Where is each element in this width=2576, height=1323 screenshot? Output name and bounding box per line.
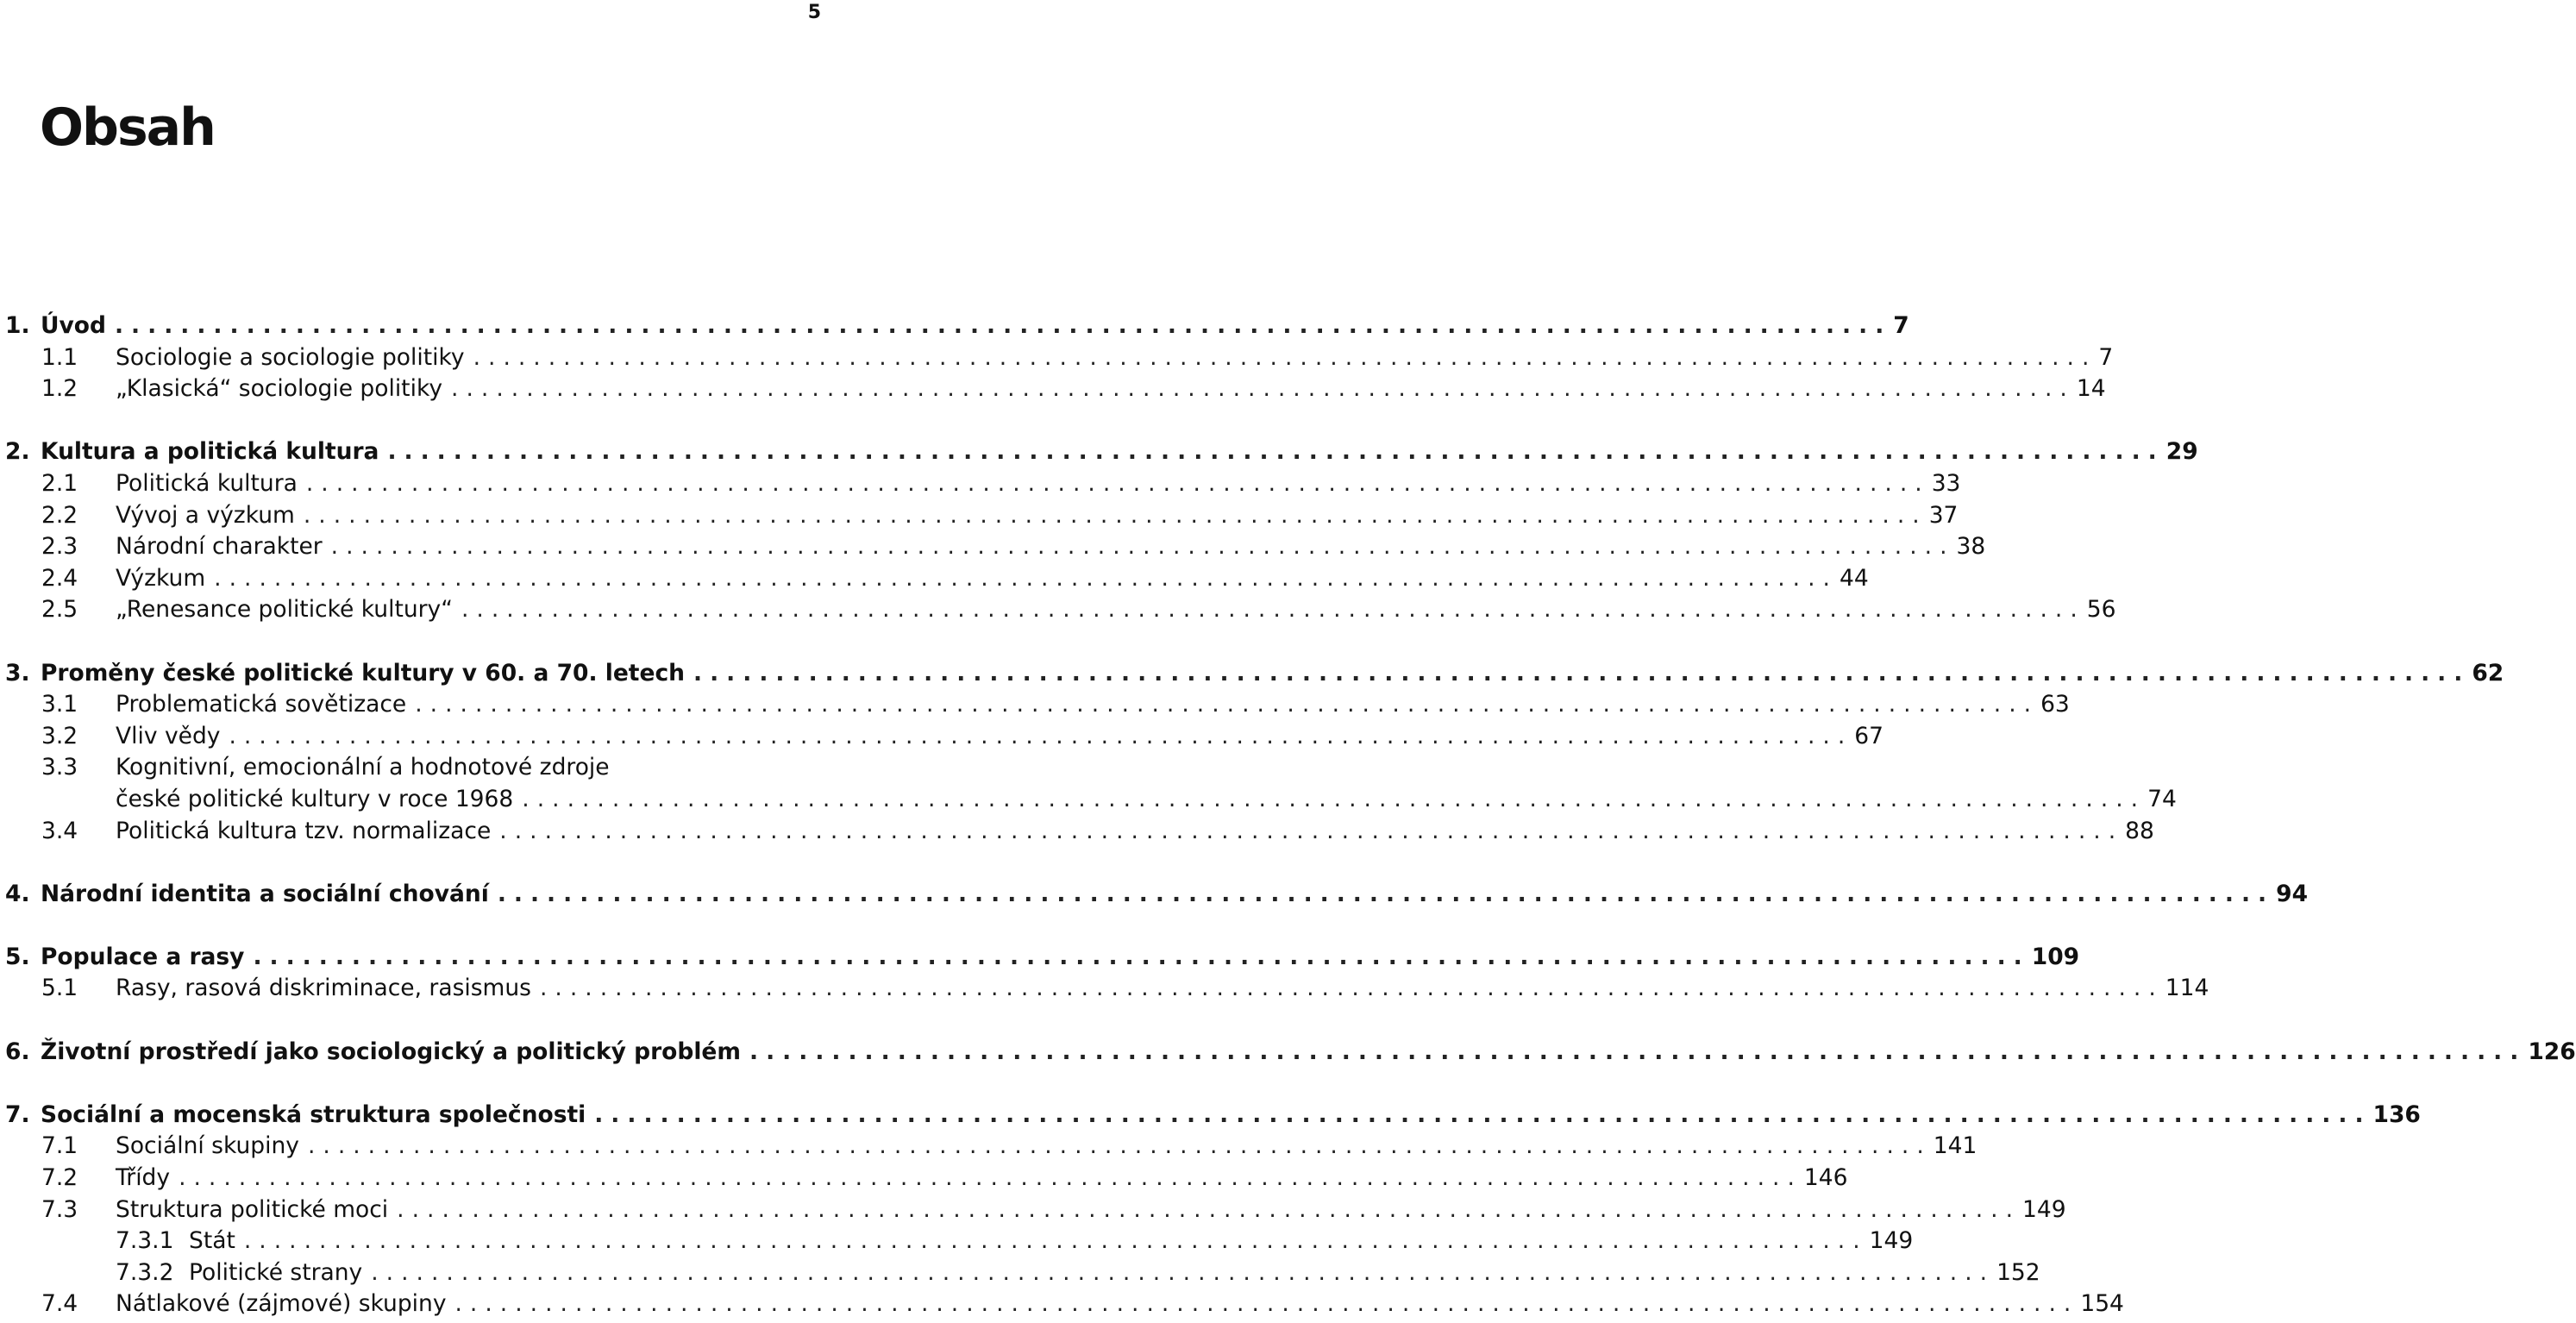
toc-number: 1. <box>5 312 30 339</box>
toc-page: 114 <box>2165 975 2209 1002</box>
dot-leader: ............................................................................................................ <box>594 1100 2372 1128</box>
toc-page: 37 <box>1928 501 1959 529</box>
dot-leader: ............................................................................................................ <box>461 596 2085 624</box>
toc-number: 1.2 <box>41 375 78 403</box>
toc-number: 2. <box>5 438 30 466</box>
toc-section-1-2[interactable] <box>5 373 2106 405</box>
toc-number: 2.3 <box>41 533 78 561</box>
toc-chapter-1[interactable] <box>5 310 1909 342</box>
toc-number: 7.4 <box>41 1290 78 1318</box>
toc-number: 3.2 <box>41 722 78 749</box>
toc-section-7-1[interactable] <box>5 1131 1977 1163</box>
toc-number: 7.3.2 <box>116 1258 174 1286</box>
toc-chapter-5[interactable] <box>5 942 2080 974</box>
table-of-contents <box>5 310 2576 1320</box>
toc-number: 3.1 <box>41 691 78 718</box>
dot-leader: ............................................................................................................ <box>179 1164 1802 1192</box>
toc-title: Kultura a politická kultura <box>41 438 379 466</box>
dot-leader: ............................................................................................................ <box>114 312 1892 339</box>
toc-title: Sociální skupiny <box>116 1132 299 1160</box>
toc-number: 2.2 <box>41 501 78 529</box>
toc-page: 88 <box>2125 817 2154 844</box>
toc-number: 7. <box>5 1100 30 1128</box>
toc-number: 2.5 <box>41 596 78 624</box>
toc-title: Sociologie a sociologie politiky <box>116 343 465 371</box>
toc-page: 141 <box>1933 1132 1977 1160</box>
toc-page: 56 <box>2086 596 2116 624</box>
toc-title-line-1: Kognitivní, emocionální a hodnotové zdroje <box>116 754 610 781</box>
dot-leader: ............................................................................................................ <box>214 564 1838 592</box>
toc-chapter-3[interactable] <box>5 658 2504 690</box>
toc-title: Třídy <box>116 1164 171 1192</box>
toc-section-2-2[interactable] <box>5 500 1959 532</box>
toc-page: 44 <box>1839 564 1869 592</box>
toc-section-7-2[interactable] <box>5 1163 1848 1194</box>
dot-leader: ............................................................................................................ <box>253 943 2030 970</box>
dot-leader: ............................................................................................................ <box>305 469 1930 497</box>
toc-number: 1.1 <box>41 343 78 371</box>
toc-chapter-6[interactable] <box>5 1037 2576 1069</box>
toc-section-3-1[interactable] <box>5 689 2070 721</box>
toc-chapter-2[interactable] <box>5 436 2198 468</box>
toc-number: 7.3.1 <box>116 1227 174 1255</box>
toc-section-3-3[interactable] <box>5 752 823 784</box>
toc-title: „Renesance politické kultury“ <box>116 596 453 624</box>
toc-section-7-3[interactable] <box>5 1194 2066 1226</box>
toc-title: Politické strany <box>189 1258 363 1286</box>
toc-title: Sociální a mocenská struktura společnosti <box>41 1100 586 1128</box>
toc-number: 6. <box>5 1038 30 1065</box>
toc-title: Vývoj a výzkum <box>116 501 295 529</box>
dot-leader: ............................................................................................................ <box>243 1227 1868 1255</box>
toc-page: 63 <box>2040 691 2070 718</box>
toc-page: 149 <box>1869 1227 1914 1255</box>
toc-number: 7.2 <box>41 1164 78 1192</box>
toc-number: 5. <box>5 943 30 970</box>
toc-page: 149 <box>2022 1195 2066 1223</box>
toc-page: 7 <box>1893 312 1909 339</box>
toc-number: 3.4 <box>41 817 78 844</box>
toc-page: 33 <box>1931 469 1961 497</box>
toc-number: 4. <box>5 880 30 907</box>
toc-page: 146 <box>1803 1164 1848 1192</box>
dot-leader: ............................................................................................................ <box>693 659 2471 687</box>
toc-page: 7 <box>2098 343 2114 371</box>
toc-chapter-4[interactable] <box>5 879 2309 911</box>
toc-page: 62 <box>2472 659 2504 687</box>
dot-leader: ............................................................................................................ <box>303 501 1927 529</box>
toc-section-3-4[interactable] <box>5 816 2154 848</box>
dot-leader: ............................................................................................................ <box>387 438 2165 466</box>
dot-leader: ............................................................................................................ <box>454 1290 2079 1318</box>
toc-section-2-3[interactable] <box>5 531 1986 563</box>
toc-title: Životní prostředí jako sociologický a politický problém <box>41 1038 742 1065</box>
toc-title: Národní charakter <box>116 533 323 561</box>
dot-leader: ............................................................................................................ <box>499 817 2124 844</box>
dot-leader: ............................................................................................................ <box>749 1038 2527 1065</box>
page-number: 5 <box>807 2 821 23</box>
toc-title: Problematická sovětizace <box>116 691 407 718</box>
toc-section-2-4[interactable] <box>5 563 1869 595</box>
dot-leader: ............................................................................................................ <box>415 691 2040 718</box>
dot-leader: ............................................................................................................ <box>371 1258 1996 1286</box>
toc-page: 136 <box>2372 1100 2421 1128</box>
page-title: Obsah <box>40 97 215 158</box>
toc-title: Stát <box>189 1227 235 1255</box>
toc-title: Politická kultura tzv. normalizace <box>116 817 492 844</box>
toc-title: Úvod <box>41 312 106 339</box>
toc-page: 29 <box>2165 438 2198 466</box>
dot-leader: ............................................................................................................ <box>451 375 2075 403</box>
dot-leader: ............................................................................................................ <box>497 880 2275 907</box>
toc-page: 14 <box>2076 375 2106 403</box>
toc-section-1-1[interactable] <box>5 342 2114 374</box>
toc-section-7-4[interactable] <box>5 1289 2124 1320</box>
toc-title: „Klasická“ sociologie politiky <box>116 375 443 403</box>
toc-number: 2.4 <box>41 564 78 592</box>
toc-subsection-7-3-1[interactable] <box>5 1226 1914 1257</box>
toc-page: 67 <box>1854 722 1884 749</box>
toc-number: 3. <box>5 659 30 687</box>
dot-leader: ............................................................................................................ <box>330 533 1955 561</box>
toc-page: 74 <box>2147 785 2177 812</box>
toc-title: Struktura politické moci <box>116 1195 389 1223</box>
toc-section-2-5[interactable] <box>5 594 2116 626</box>
toc-title: Výzkum <box>116 564 206 592</box>
toc-title: Proměny české politické kultury v 60. a 70. letech <box>41 659 686 687</box>
toc-title: Národní identita a sociální chování <box>41 880 489 907</box>
toc-number: 2.1 <box>41 469 78 497</box>
dot-leader: ............................................................................................................ <box>229 722 1853 749</box>
toc-page: 152 <box>1996 1258 2040 1286</box>
toc-section-3-2[interactable] <box>5 721 1884 753</box>
toc-section-2-1[interactable] <box>5 468 1961 500</box>
dot-leader: ............................................................................................................ <box>307 1132 1932 1160</box>
toc-page: 126 <box>2528 1038 2576 1065</box>
toc-page: 38 <box>1956 533 1986 561</box>
toc-section-5-1[interactable] <box>5 973 2209 1005</box>
dot-leader: ............................................................................................................ <box>522 785 2147 812</box>
toc-page: 154 <box>2080 1290 2124 1318</box>
toc-title: Nátlakové (zájmové) skupiny <box>116 1290 447 1318</box>
toc-title: Rasy, rasová diskriminace, rasismus <box>116 975 531 1002</box>
toc-page: 94 <box>2276 880 2309 907</box>
toc-title-line-2: české politické kultury v roce 1968 <box>116 785 514 812</box>
toc-number: 5.1 <box>41 975 78 1002</box>
toc-title: Vliv vědy <box>116 722 221 749</box>
toc-chapter-7[interactable] <box>5 1100 2421 1132</box>
toc-number: 3.3 <box>41 754 78 781</box>
dot-leader: ............................................................................................................ <box>397 1195 2021 1223</box>
toc-section-3-3-continued[interactable] <box>5 784 2177 816</box>
toc-number: 7.3 <box>41 1195 78 1223</box>
dot-leader: ............................................................................................................ <box>473 343 2097 371</box>
dot-leader: ............................................................................................................ <box>539 975 2164 1002</box>
toc-title: Politická kultura <box>116 469 298 497</box>
toc-title: Populace a rasy <box>41 943 245 970</box>
toc-number: 7.1 <box>41 1132 78 1160</box>
toc-page: 109 <box>2031 943 2080 970</box>
toc-subsection-7-3-2[interactable] <box>5 1257 2040 1289</box>
